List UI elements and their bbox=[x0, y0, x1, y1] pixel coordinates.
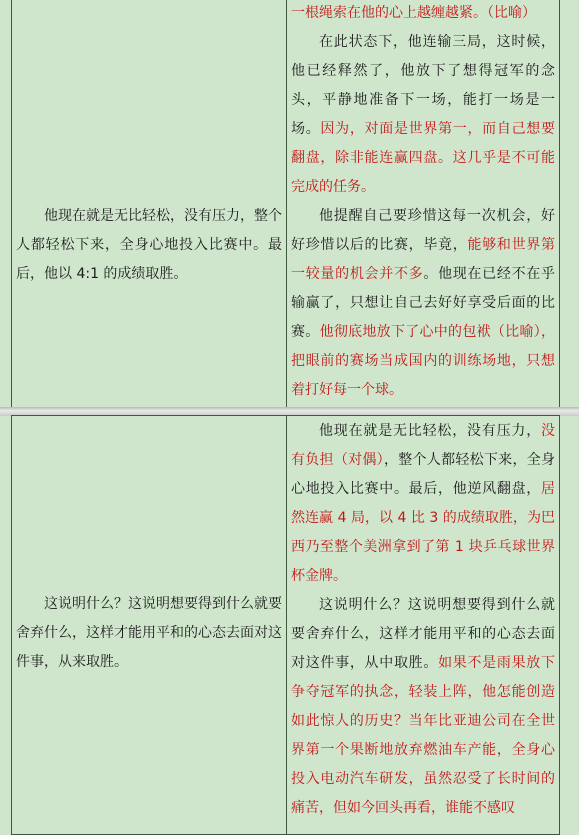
highlight-text: 没有负担（对偶） bbox=[291, 423, 555, 468]
original-text-cell bbox=[12, 416, 287, 834]
highlight-text: 如果不是雨果放下争夺冠军的执念，轻装上阵，他怎能创造如此惊人的历史？当年比亚迪公司在全世界第一个果断地放弃燃油车产能，全身心投入电动汽车研发，虽然忍受了长时间的痛苦，但如今回头再看，谁能不感叹 bbox=[291, 655, 556, 816]
highlight-text: 他彻底地放下了心中的包袱（比喻），把眼前的赛场当成国内的训练场地，只想着打好每一个球。 bbox=[291, 324, 556, 398]
highlight-text: 居然连赢 4 局，以 4 比 3 的成绩取胜，为巴西乃至整个美洲拿到了第 1 块乒乓球世界杯金牌。 bbox=[291, 481, 555, 584]
table-row bbox=[11, 415, 560, 835]
highlight-text: 能够和世界第一较量的机会并不多 bbox=[291, 237, 556, 282]
revised-text-cell bbox=[287, 0, 559, 407]
paragraph: 这说明什么？这说明想要得到什么就要舍弃什么，这样才能用平和的心态去面对这件事，从中取胜。如果不是雨果放下争夺冠军的执念，轻装上阵，他怎能创造如此惊人的历史？当年比亚迪公司在全世界第一个果断地放弃燃油车产能，全身心投入电动汽车研发，虽然忍受了长时间的痛苦，但如今回头再看，谁能不感叹 bbox=[291, 597, 556, 816]
paragraph: 他现在就是无比轻松，没有压力，整个人都轻松下来，全身心地投入比赛中。最后，他以 4:1 的成绩取胜。 bbox=[16, 208, 282, 282]
table-row bbox=[11, 0, 560, 408]
paragraph: 在此状态下，他连输三局，这时候，他已经释然了，他放下了想得冠军的念头，平静地准备下一场，能打一场是一场。因为，对面是世界第一，而自己想要翻盘，除非能连赢四盘。这几乎是不可能完成的任务。 bbox=[291, 34, 556, 195]
original-text-cell bbox=[12, 0, 287, 407]
paragraph: 他现在就是无比轻松，没有压力，没有负担（对偶），整个人都轻松下来，全身心地投入比赛中。最后，他逆风翻盘，居然连赢 4 局，以 4 比 3 的成绩取胜，为巴西乃至整个美洲拿到了第 1 块乒乓球世界杯金牌。 bbox=[291, 423, 556, 584]
paragraph: 这说明什么？这说明想要得到什么就要舍弃什么，这样才能用平和的心态去面对这件事，从来取胜。 bbox=[16, 596, 282, 670]
highlight-text: 因为，对面是世界第一，而自己想要翻盘，除非能连赢四盘。这几乎是不可能完成的任务。 bbox=[291, 121, 556, 195]
paragraph: 他提醒自己要珍惜这每一次机会，好好珍惜以后的比赛，毕竟，能够和世界第一较量的机会并不多。他现在已经不在乎输赢了，只想让自己去好好享受后面的比赛。他彻底地放下了心中的包袱（比喻），把眼前的赛场当成国内的训练场地，只想着打好每一个球。 bbox=[291, 208, 556, 398]
revised-text-cell bbox=[287, 416, 559, 834]
lead-line: 一根绳索在他的心上越缠越紧。（比喻） bbox=[291, 5, 536, 21]
